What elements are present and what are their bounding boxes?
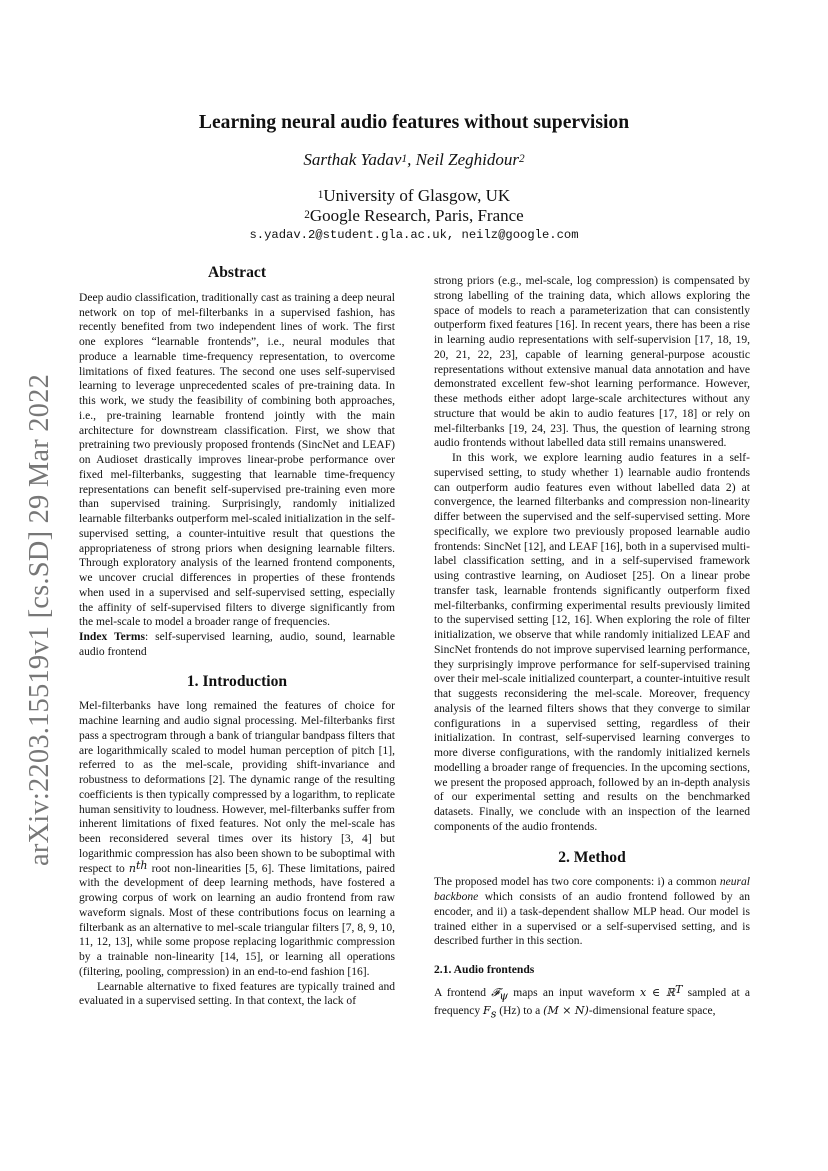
introduction-text: Mel-filterbanks have long remained the features of choice for machine learning and audio signal processing. Mel-filterbanks first pass a spectrogram through a bank of triangular bandpass filters that are logarithmically scaled to model human perception of pitch [1], referred to as the mel-scale, providing shift-invariance and robustness to deformations [2]. The dynamic range of the resulting coefficients is then typically compressed by a logarithm, to replicate human sensitivity to loudness. However, mel-filterbanks suffer from inherent limitations of fixed features. Not only the mel-scale has been reconsidered several times over its history [3, 4] but logarithmic compression has also been shown to be suboptimal with respect to xyxy=(79,700,395,875)
frontend-text: sampled at a frequency xyxy=(434,986,751,1017)
introduction-text: root non-linearities [5, 6]. These limitations, paired with the development of deep learning methods, have fostered a growing corpus of work on learning an audio frontend from raw waveform signals. Most of these contributions focus on learning a filterbank as an alternative to mel-scale triangular filters [7, 8, 9, 10, 11, 12, 13], while some propose replacing logarithmic compression by a trainable non-linearity [14, 15], or learning all operations (filtering, pooling, compression) in an end-to-end fashion [16]. xyxy=(79,862,396,978)
author-separator: , xyxy=(407,150,416,169)
arxiv-identifier: arXiv:2203.15519v1 [cs.SD] 29 Mar 2022 xyxy=(24,373,55,867)
math-superscript: th xyxy=(135,858,148,872)
index-terms xyxy=(79,630,395,660)
left-column xyxy=(79,266,395,1009)
affiliation-mark: 2 xyxy=(304,209,310,222)
right-column xyxy=(434,274,750,1022)
frontend-text: -dimensional feature space, xyxy=(588,1004,716,1017)
subsection-heading: 2.1. Audio frontends xyxy=(434,963,535,976)
method-text: which consists of an audio frontend followed by an encoder, and ii) a task-dependent shallow MLP head. Our model is trained either in a supervised or a self-supervised setting, and is described further in this section. xyxy=(434,891,750,948)
introduction-paragraph xyxy=(79,699,395,979)
math-sampling-rate: F xyxy=(483,1003,491,1017)
abstract-heading: Abstract xyxy=(207,264,267,281)
frontend-paragraph xyxy=(434,983,751,1022)
affiliation-text: University of Glasgow, UK xyxy=(323,186,511,205)
author-name: Neil Zeghidour xyxy=(415,150,519,169)
math-n: n xyxy=(128,861,136,875)
introduction-paragraph: In this work, we explore learning audio features in a self-supervised setting, to study whether 1) learnable audio frontends can outperform audio features even without labelled data 2) at convergence, the learned filterbanks and compression non-linearity differ between the supervised and the self-supervised setting. More specifically, we explore two previously proposed learnable audio frontends: SincNet [12], and LEAF [16], both in a supervised multi-label classification setting, and in a self-supervised framework using contrastive learning, on Audioset [25]. On a linear probe transfer task, learnable frontends significantly outperform fixed mel-filterbanks, confirming experimental results previously limited to the supervised setting [12, 16]. When exploring the role of filter initialization, we observe that while randomly initialized LEAF and SincNet frontends do not improve supervised learning performance, they surprisingly improve performance for self-supervised training over their mel-scale initialized counterpart, a counter-intuitive result that suggests reconsidering the mel-scale. Moreover, frequency analysis of the learned filters shows that they converge to similar configurations in a supervised setting, regardless of their initialization. In contrast, self-supervised learning converges to more diverse configurations, with the randomly initialized kernels modelling a broader range of frequencies. In the upcoming sections, we present the proposed approach, followed by an in-depth analysis of our experimental setting and results on the benchmarked datasets. Finally, we conclude with an inspection of the learned components of the audio frontends. xyxy=(434,452,750,833)
method-heading: 2. Method xyxy=(558,848,626,866)
method-text: The proposed model has two core components: i) a common xyxy=(434,876,720,889)
math-subscript: s xyxy=(490,1007,497,1021)
frontend-text: A frontend xyxy=(434,986,492,999)
math-dimension: (M × N) xyxy=(543,1003,589,1017)
author-emails: s.yadav.2@student.gla.ac.uk, neilz@google.com xyxy=(249,228,579,242)
abstract-text: Deep audio classification, traditionally cast as training a deep neural network on top of mel-filterbanks in a supervised fashion, has recently benefited from two independent lines of work. The first one explores “learnable frontends”, i.e., neural modules that produce a learnable time-frequency representation, to overcome limitations of fixed features. The second one uses self-supervised learning to leverage unprecedented scales of pre-training data. In this work, we study the feasibility of combining both approaches, i.e., pre-training learnable frontend jointly with the main architecture for downstream classification. First, we show that pretraining two previously proposed frontends (SincNet and LEAF) on Audioset drastically improves linear-probe performance over fixed mel-filterbanks, suggesting that learnable time-frequency representations can benefit self-supervised pre-training even more than supervised training. Surprisingly, randomly initialized learnable filterbanks outperform mel-scaled initialization in the self-supervised setting, a counter-intuitive result that questions the appropriateness of strong priors when designing learnable filters. Through exploratory analysis of the learned frontend components, we uncover crucial differences in properties of these frontends when used in a supervised and self-supervised setting, especially the affinity of self-supervised filters to diverge significantly from the mel-scale to model a broader range of frequencies. xyxy=(79,291,395,629)
index-terms-text: : self-supervised learning, audio, sound, learnable audio frontend xyxy=(79,631,395,658)
paper-title: Learning neural audio features without supervision xyxy=(198,112,630,133)
author-list xyxy=(0,150,828,170)
math-subscript: ψ xyxy=(499,989,509,1003)
math-waveform: x ∈ ℝ xyxy=(639,985,676,999)
affiliation-line xyxy=(0,186,828,206)
affiliation-line xyxy=(0,206,828,226)
author-affiliation-mark: 2 xyxy=(519,153,525,166)
author-affiliation-mark: 1 xyxy=(401,153,408,166)
frontend-text: (Hz) to a xyxy=(496,1004,544,1017)
method-paragraph xyxy=(434,875,750,949)
introduction-paragraph: Learnable alternative to fixed features are typically trained and evaluated in a supervised setting. In that context, the lack of xyxy=(79,980,395,1008)
introduction-paragraph-continued: strong priors (e.g., mel-scale, log compression) is compensated by strong labelling of the training data, which allows exploring the space of models to reach a parameterization that can consistently outperform fixed features [16]. In recent years, there has been a rise in learning audio representations with self-supervision [17, 18, 19, 20, 21, 22, 23], capable of learning general-purpose acoustic representations without extensive manual data annotation and have demonstrated excellent few-shot learning performance. However, these methods either adopt large-scale architectures without any structure that would be akin to audio features [17, 18] or rely on mel-filterbanks [19, 24, 23]. Thus, the question of learning strong audio frontends without labelled data still remains unanswered. xyxy=(434,275,750,450)
math-superscript: T xyxy=(675,983,683,996)
math-frontend: 𝓕 xyxy=(491,985,500,999)
arxiv-stamp xyxy=(18,360,62,880)
frontend-text: maps an input waveform xyxy=(508,986,640,999)
affiliation-text: Google Research, Paris, France xyxy=(309,206,524,225)
index-terms-label: Index Terms xyxy=(79,631,145,643)
affiliation-mark: 1 xyxy=(317,189,324,202)
introduction-heading: 1. Introduction xyxy=(186,672,288,690)
method-emphasis: neural backbone xyxy=(434,876,750,903)
author-name: Sarthak Yadav xyxy=(303,150,402,169)
